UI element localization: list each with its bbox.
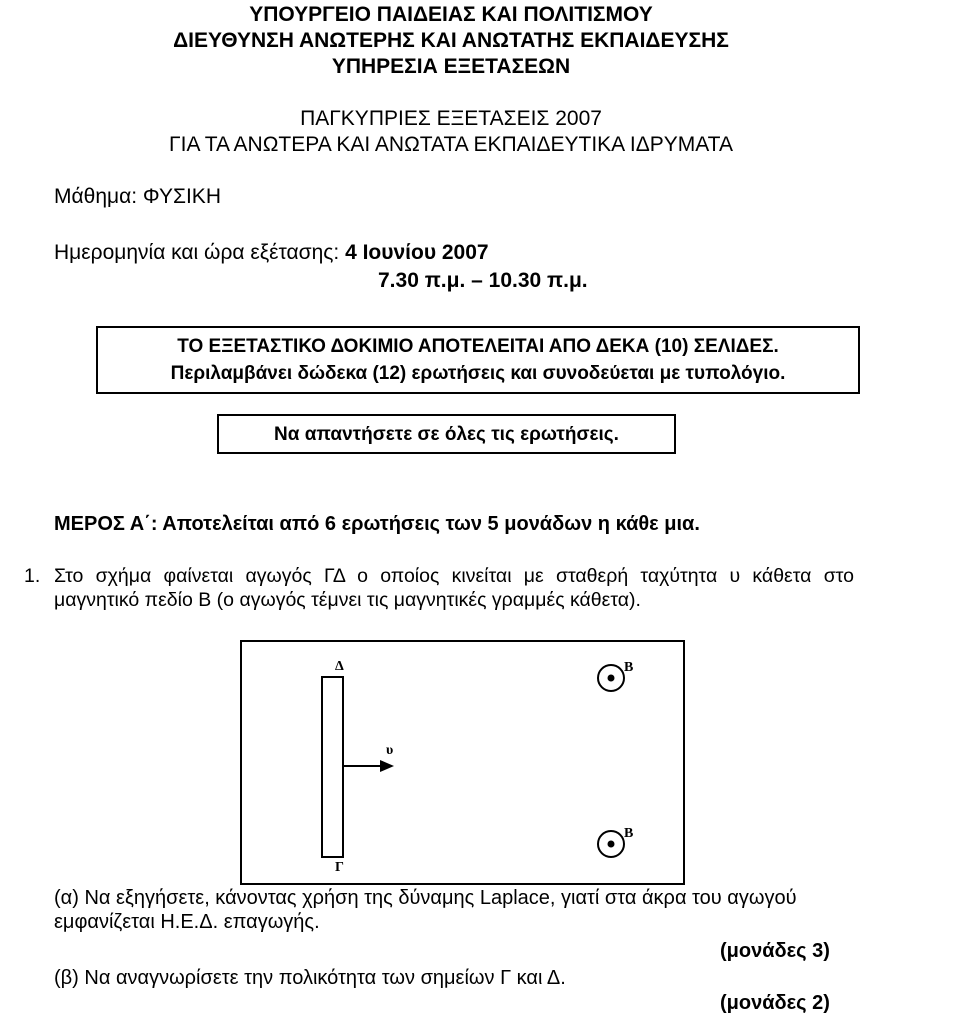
- exam-date: 4 Ιουνίου 2007: [345, 241, 489, 264]
- subject-label: Μάθημα:: [54, 185, 143, 208]
- label-velocity: υ: [386, 743, 394, 758]
- notice-line-2: Περιλαμβάνει δώδεκα (12) ερωτήσεις και συνοδεύεται με τυπολόγιο.: [170, 363, 786, 384]
- marks-a: (μονάδες 3): [720, 940, 830, 962]
- label-field-top: Β: [624, 660, 634, 675]
- sub-question-a: (α) Να εξηγήσετε, κάνοντας χρήση της δύναμης Laplace, γιατί στα άκρα του αγωγού εμφανίζεται Η.Ε.Δ. επαγωγής.: [54, 887, 797, 933]
- schedule-line: [54, 240, 489, 265]
- part-a-heading: ΜΕΡΟΣ Α΄: Αποτελείται από 6 ερωτήσεις των 5 μονάδων η κάθε μια.: [54, 513, 700, 535]
- conductor-figure: [240, 640, 685, 885]
- notice-box: [96, 326, 860, 394]
- conductor-rod: [322, 677, 343, 857]
- notice-line-1: ΤΟ ΕΞΕΤΑΣΤΙΚΟ ΔΟΚΙΜΙΟ ΑΠΟΤΕΛΕΙΤΑΙ ΑΠΟ ΔΕΚΑ (10) ΣΕΛΙΔΕΣ.: [177, 336, 779, 357]
- institutions-title: ΓΙΑ ΤΑ ΑΝΩΤΕΡΑ ΚΑΙ ΑΝΩΤΑΤΑ ΕΚΠΑΙΔΕΥΤΙΚΑ ΙΔΡΥΜΑΤΑ: [169, 133, 733, 156]
- service-title: ΥΠΗΡΕΣΙΑ ΕΞΕΤΑΣΕΩΝ: [331, 55, 571, 78]
- question-1-text-block: [24, 564, 854, 612]
- exams-title: ΠΑΓΚΥΠΡΙΕΣ ΕΞΕΤΑΣΕΙΣ 2007: [300, 107, 602, 130]
- subject-line: [54, 184, 221, 209]
- ministry-title: ΥΠΟΥΡΓΕΙΟ ΠΑΙΔΕΙΑΣ ΚΑΙ ΠΟΛΙΤΙΣΜΟΥ: [249, 3, 653, 26]
- field-dot-top: [608, 675, 615, 682]
- label-field-bottom: Β: [624, 826, 634, 841]
- sub-question-b: (β) Να αναγνωρίσετε την πολικότητα των σημείων Γ και Δ.: [54, 967, 566, 989]
- field-dot-bottom: [608, 841, 615, 848]
- exam-time: 7.30 π.μ. – 10.30 π.μ.: [378, 269, 588, 292]
- label-delta: Δ: [335, 659, 344, 674]
- question-number: 1.: [24, 565, 41, 587]
- subject-value: ΦΥΣΙΚΗ: [142, 185, 221, 208]
- marks-b: (μονάδες 2): [720, 992, 830, 1014]
- directorate-title: ΔΙΕΥΘΥΝΣΗ ΑΝΩΤΕΡΗΣ ΚΑΙ ΑΝΩΤΑΤΗΣ ΕΚΠΑΙΔΕΥΣΗΣ: [173, 29, 729, 52]
- question-1-text: Στο σχήμα φαίνεται αγωγός ΓΔ ο οποίος κινείται με σταθερή ταχύτητα υ κάθετα στο μαγνητικό πεδίο Β (ο αγωγός τέμνει τις μαγνητικές γραμμές κάθετα).: [54, 565, 854, 611]
- instruction-box: [217, 414, 676, 454]
- schedule-label: Ημερομηνία και ώρα εξέτασης:: [54, 241, 346, 264]
- label-gamma: Γ: [335, 860, 344, 875]
- instruction-text: Να απαντήσετε σε όλες τις ερωτήσεις.: [274, 424, 619, 445]
